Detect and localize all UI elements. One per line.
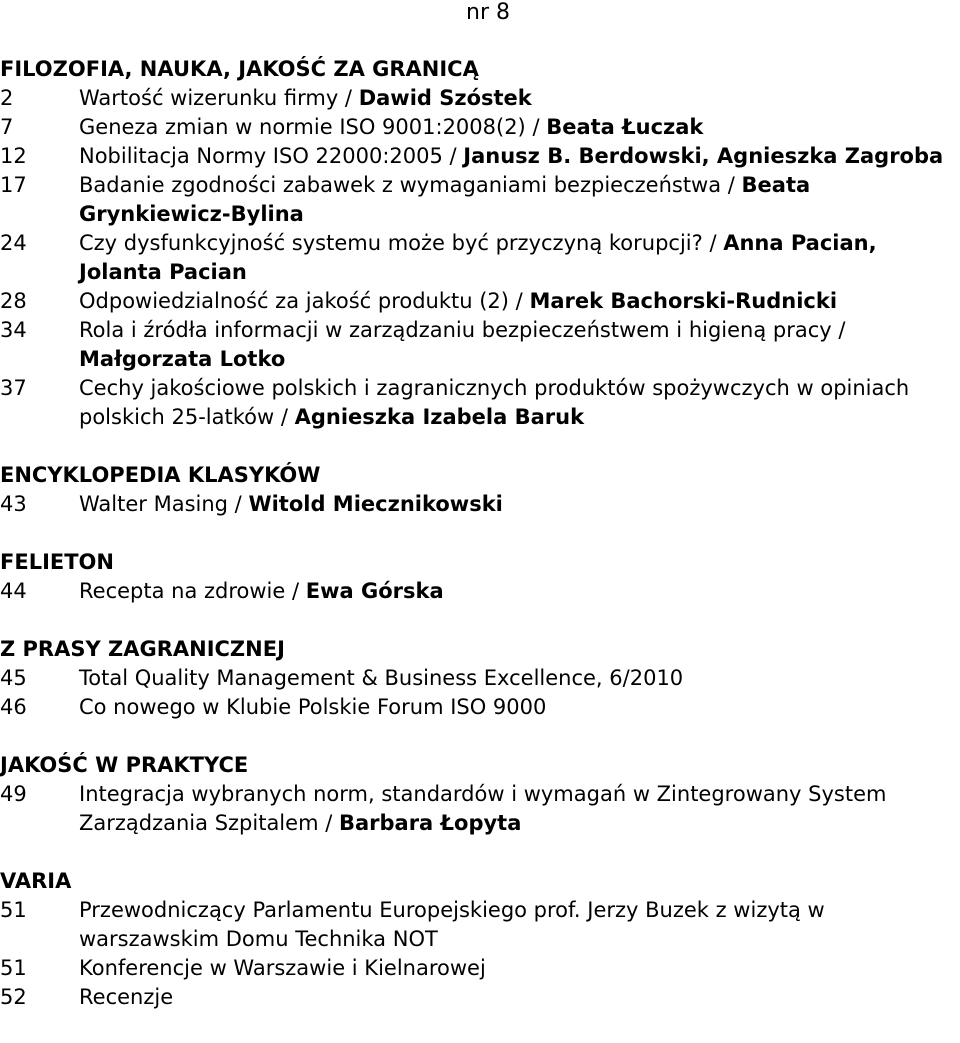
article-author: Agnieszka Izabela Baruk bbox=[294, 405, 585, 429]
toc-entry bbox=[0, 896, 958, 954]
article-title: Total Quality Management & Business Excellence, 6/2010 bbox=[79, 666, 684, 690]
entry-text bbox=[79, 664, 958, 693]
page-number: 43 bbox=[0, 492, 27, 516]
entry-text bbox=[79, 142, 958, 171]
toc-entry bbox=[0, 316, 958, 374]
article-author: Janusz B. Berdowski, Agnieszka Zagroba bbox=[463, 144, 944, 168]
article-author: Dawid Szóstek bbox=[358, 86, 532, 110]
section-title: FELIETON bbox=[0, 550, 114, 574]
page-number: 2 bbox=[0, 86, 14, 110]
toc-entry bbox=[0, 374, 958, 432]
page-number: 12 bbox=[0, 144, 27, 168]
toc-entry bbox=[0, 84, 958, 113]
article-author: Ewa Górska bbox=[305, 579, 444, 603]
page-number: 44 bbox=[0, 579, 27, 603]
article-title: Recenzje bbox=[79, 985, 174, 1009]
entry-text bbox=[79, 954, 958, 983]
author-separator: / bbox=[285, 579, 306, 603]
author-separator: / bbox=[442, 144, 464, 168]
toc-section bbox=[0, 867, 958, 1012]
article-title: Konferencje w Warszawie i Kielnarowej bbox=[79, 956, 486, 980]
toc-entry bbox=[0, 171, 958, 229]
author-separator: / bbox=[274, 405, 295, 429]
entry-text bbox=[79, 229, 958, 287]
article-title: Odpowiedzialność za jakość produktu (2) bbox=[79, 289, 509, 313]
article-author: Małgorzata Lotko bbox=[79, 347, 286, 371]
section-title: Z PRASY ZAGRANICZNEJ bbox=[0, 637, 285, 661]
toc-section bbox=[0, 548, 958, 606]
author-separator: / bbox=[702, 231, 724, 255]
article-author: Anna Pacian, Jolanta Pacian bbox=[79, 231, 877, 284]
section-title: ENCYKLOPEDIA KLASYKÓW bbox=[0, 463, 321, 487]
article-title: Nobilitacja Normy ISO 22000:2005 bbox=[79, 144, 443, 168]
author-separator: / bbox=[831, 318, 846, 342]
toc-entry bbox=[0, 229, 958, 287]
toc-entry bbox=[0, 780, 958, 838]
entry-text bbox=[79, 84, 958, 113]
article-author: Witold Miecznikowski bbox=[248, 492, 503, 516]
article-author: Marek Bachorski-Rudnicki bbox=[529, 289, 838, 313]
author-separator: / bbox=[509, 289, 530, 313]
author-separator: / bbox=[525, 115, 547, 139]
article-title: Rola i źródła informacji w zarządzaniu bezpieczeństwem i higieną pracy bbox=[79, 318, 832, 342]
table-of-contents bbox=[0, 55, 958, 1012]
page-number: 45 bbox=[0, 666, 27, 690]
entry-text bbox=[79, 490, 958, 519]
entry-text bbox=[79, 374, 958, 432]
page-number: 46 bbox=[0, 695, 27, 719]
issue-number: nr 8 bbox=[466, 0, 510, 25]
author-separator: / bbox=[228, 492, 249, 516]
page-number: 51 bbox=[0, 898, 27, 922]
article-title: Geneza zmian w normie ISO 9001:2008(2) bbox=[79, 115, 526, 139]
page-number: 34 bbox=[0, 318, 27, 342]
toc-section bbox=[0, 55, 958, 432]
entry-text bbox=[79, 693, 958, 722]
page-number: 49 bbox=[0, 782, 27, 806]
toc-entry bbox=[0, 577, 958, 606]
article-author: Beata Łuczak bbox=[546, 115, 704, 139]
article-title: Cechy jakościowe polskich i zagranicznych produktów spożywczych w opiniach polskich 25-latków bbox=[79, 376, 910, 429]
toc-section bbox=[0, 751, 958, 838]
entry-text bbox=[79, 287, 958, 316]
article-title: Czy dysfunkcyjność systemu może być przyczyną korupcji? bbox=[79, 231, 703, 255]
entry-text bbox=[79, 171, 958, 229]
entry-text bbox=[79, 896, 958, 954]
section-title: VARIA bbox=[0, 869, 72, 893]
toc-section bbox=[0, 635, 958, 722]
page-number: 52 bbox=[0, 985, 27, 1009]
article-title: Walter Masing bbox=[79, 492, 228, 516]
section-title: JAKOŚĆ W PRAKTYCE bbox=[0, 753, 249, 777]
toc-section bbox=[0, 461, 958, 519]
toc-entry bbox=[0, 954, 958, 983]
page-number: 28 bbox=[0, 289, 27, 313]
article-title: Integracja wybranych norm, standardów i wymagań w Zintegrowany System Zarządzania Szpitalem bbox=[79, 782, 887, 835]
article-title: Recepta na zdrowie bbox=[79, 579, 286, 603]
article-title: Badanie zgodności zabawek z wymaganiami bezpieczeństwa bbox=[79, 173, 722, 197]
author-separator: / bbox=[338, 86, 359, 110]
entry-text bbox=[79, 983, 958, 1012]
entry-text bbox=[79, 780, 958, 838]
article-author: Beata Grynkiewicz-Bylina bbox=[79, 173, 811, 226]
toc-entry bbox=[0, 287, 958, 316]
page-number: 24 bbox=[0, 231, 27, 255]
page-number: 7 bbox=[0, 115, 14, 139]
entry-text bbox=[79, 577, 958, 606]
article-title: Co nowego w Klubie Polskie Forum ISO 9000 bbox=[79, 695, 547, 719]
toc-entry bbox=[0, 664, 958, 693]
article-title: Wartość wizerunku firmy bbox=[79, 86, 339, 110]
toc-entry bbox=[0, 693, 958, 722]
section-title: FILOZOFIA, NAUKA, JAKOŚĆ ZA GRANICĄ bbox=[0, 57, 479, 81]
toc-entry bbox=[0, 142, 958, 171]
toc-entry bbox=[0, 490, 958, 519]
entry-text bbox=[79, 113, 958, 142]
toc-entry bbox=[0, 113, 958, 142]
author-separator: / bbox=[318, 811, 339, 835]
page-number: 37 bbox=[0, 376, 27, 400]
page-number: 17 bbox=[0, 173, 27, 197]
entry-text bbox=[79, 316, 958, 374]
page-number: 51 bbox=[0, 956, 27, 980]
article-title: Przewodniczący Parlamentu Europejskiego prof. Jerzy Buzek z wizytą w warszawskim Domu Technika NOT bbox=[79, 898, 825, 951]
article-author: Barbara Łopyta bbox=[338, 811, 522, 835]
toc-entry bbox=[0, 983, 958, 1012]
author-separator: / bbox=[721, 173, 742, 197]
